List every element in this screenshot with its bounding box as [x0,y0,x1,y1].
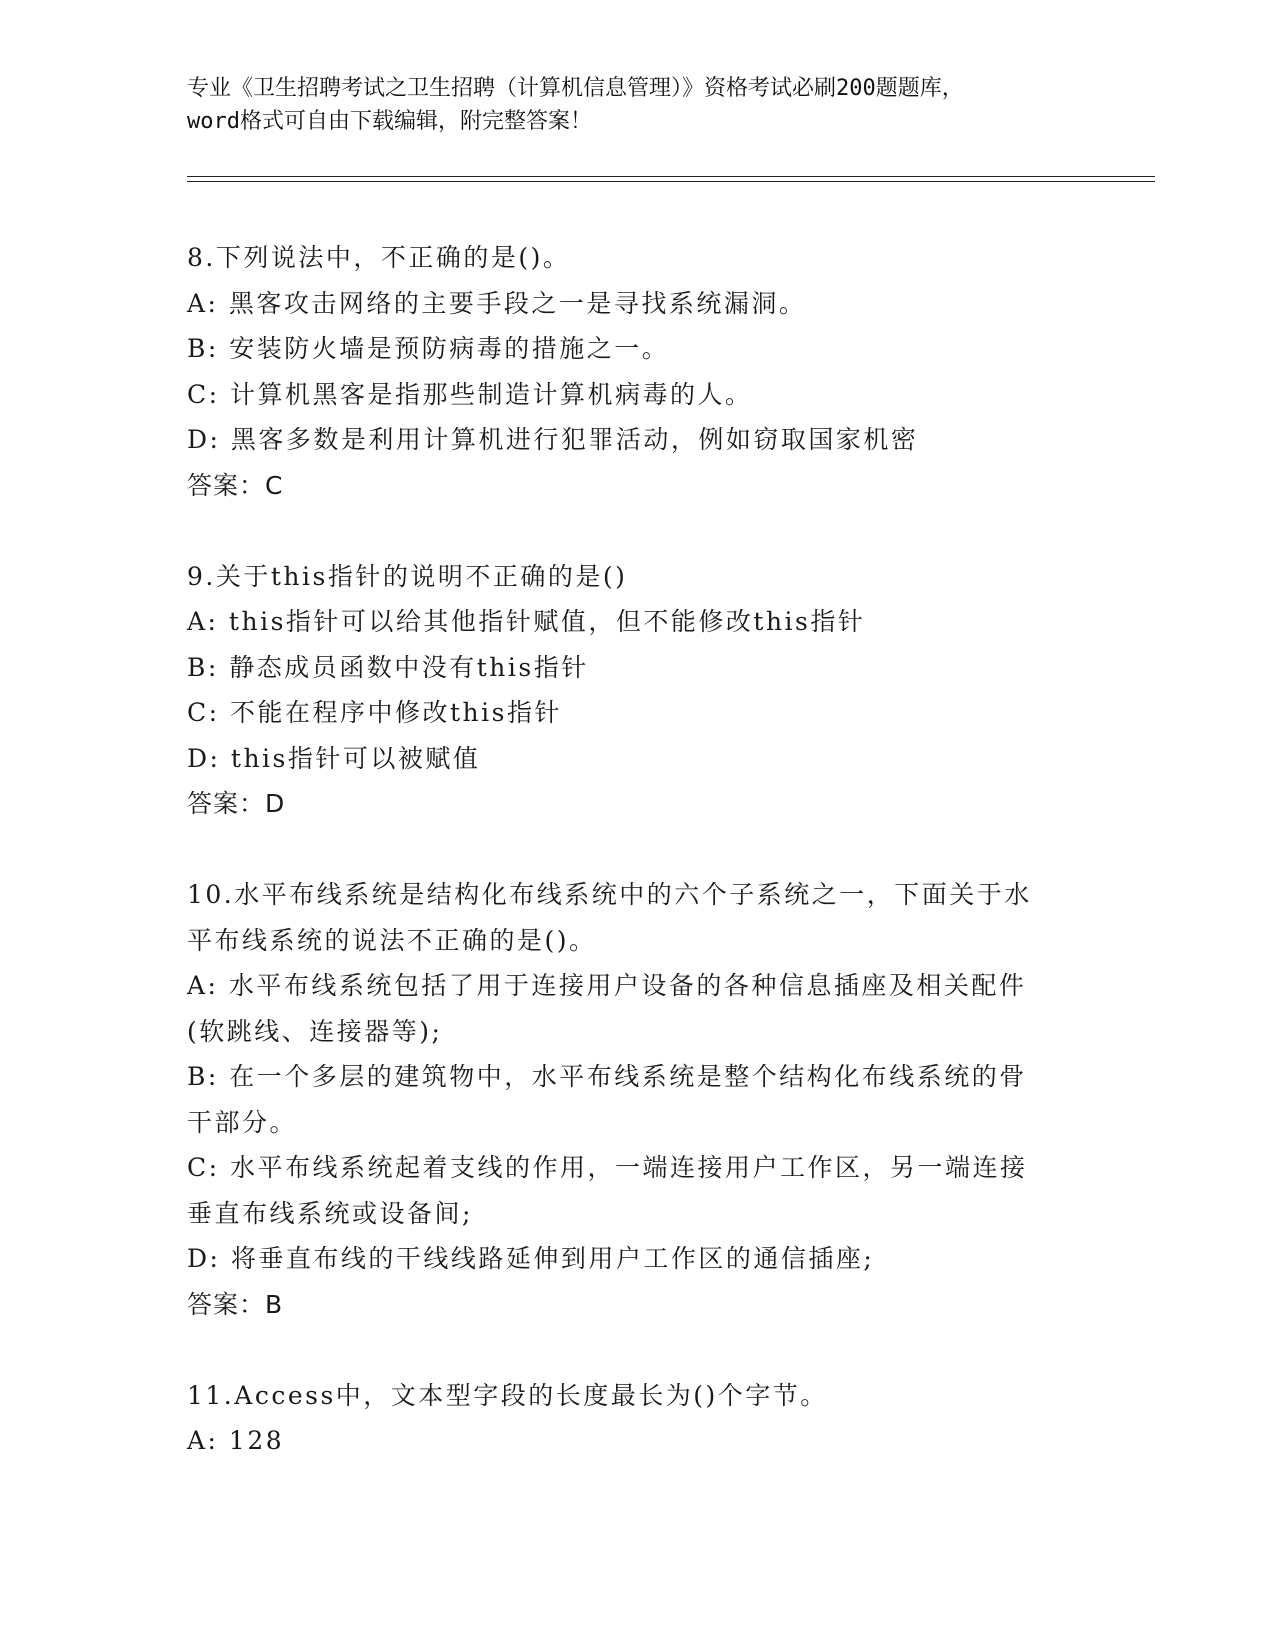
question-option: A: this指针可以给其他指针赋值，但不能修改this指针 [187,607,866,636]
question-option: 垂直布线系统或设备间; [187,1198,473,1228]
question-block [187,1373,1067,1464]
question-block [187,554,1067,827]
header-divider-bottom [187,181,1155,182]
question-block [187,235,1067,508]
question-answer: 答案：B [187,1289,284,1319]
question-option: D: 黑客多数是利用计算机进行犯罪活动，例如窃取国家机密 [187,425,919,454]
question-option: B: 静态成员函数中没有this指针 [187,652,589,682]
question-option: 干部分。 [187,1107,298,1137]
question-option: C: 不能在程序中修改this指针 [187,698,562,727]
question-option: (软跳线、连接器等); [187,1016,443,1046]
question-option: C: 水平布线系统起着支线的作用，一端连接用户工作区，另一端连接 [187,1153,1028,1182]
question-option: D: this指针可以被赋值 [187,743,481,773]
question-stem: 9.关于this指针的说明不正确的是() [187,561,628,591]
question-stem: 10.水平布线系统是结构化布线系统中的六个子系统之一，下面关于水 [187,880,1032,909]
question-stem: 8.下列说法中，不正确的是()。 [187,243,571,272]
question-option: A: 128 [187,1426,285,1455]
question-option: B: 在一个多层的建筑物中，水平布线系统是整个结构化布线系统的骨 [187,1062,1027,1091]
header-divider-top [187,176,1155,177]
document-header [187,72,1067,138]
question-stem: 平布线系统的说法不正确的是()。 [187,925,597,955]
question-stem: 11.Access中，文本型字段的长度最长为()个字节。 [187,1380,828,1410]
header-title-line-1: 专业《卫生招聘考试之卫生招聘（计算机信息管理）》资格考试必刷200题题库， [187,76,964,101]
question-answer: 答案：C [187,470,284,500]
question-option: D: 将垂直布线的干线线路延伸到用户工作区的通信插座; [187,1244,875,1273]
question-list [187,235,1067,1509]
question-block [187,872,1067,1327]
question-answer: 答案：D [187,789,286,818]
question-option: A: 黑客攻击网络的主要手段之一是寻找系统漏洞。 [187,288,807,318]
question-option: A: 水平布线系统包括了用于连接用户设备的各种信息插座及相关配件 [187,971,1027,1000]
question-option: C: 计算机黑客是指那些制造计算机病毒的人。 [187,379,753,409]
question-option: B: 安装防火墙是预防病毒的措施之一。 [187,334,670,363]
header-title-line-2: word格式可自由下载编辑，附完整答案！ [187,109,592,134]
